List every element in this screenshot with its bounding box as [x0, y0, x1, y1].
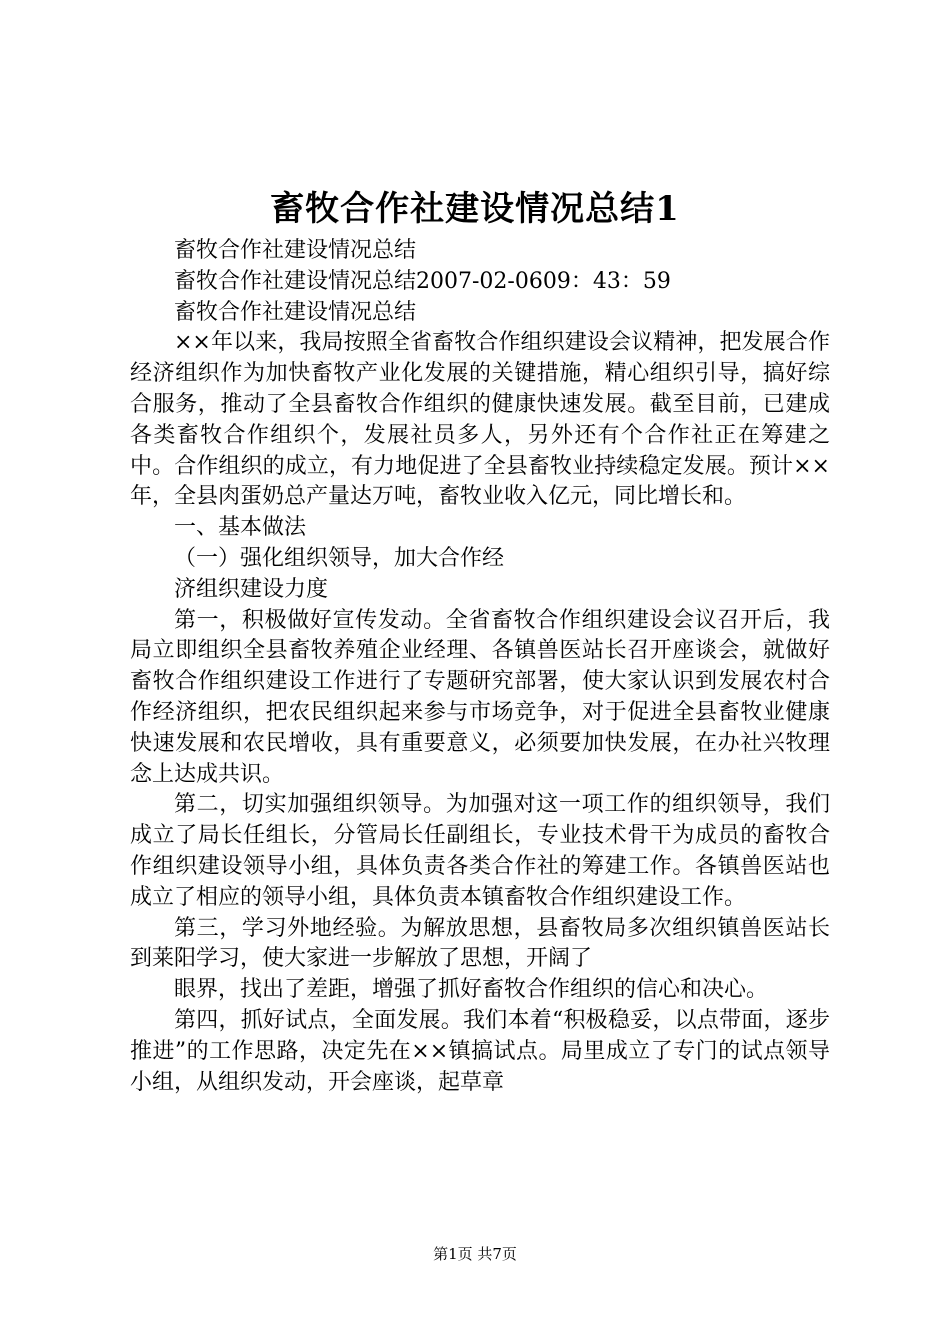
paragraph-first: 第一，积极做好宣传发动。全省畜牧合作组织建设会议召开后，我局立即组织全县畜牧养殖企业经理、各镇兽医站长召开座谈会，就做好畜牧合作组织建设工作进行了专题研究部署，使大家认识到发展农村合作经济组织，把农民组织起来参与市场竞争，对于促进全县畜牧业健康快速发展和农民增收，具有重要意义，必须要加快发展，在办社兴牧理念上达成共识。: [130, 607, 830, 787]
document-body: [130, 236, 830, 1098]
subsection-heading-1-cont: 济组织建设力度: [174, 576, 329, 602]
paragraph-third: 第三，学习外地经验。为解放思想，县畜牧局多次组织镇兽医站长到莱阳学习，使大家进一步解放了思想，开阔了: [130, 915, 830, 972]
document-title: 畜牧合作社建设情况总结1: [270, 189, 680, 229]
section-heading-basic-methods: 一、基本做法: [174, 515, 307, 541]
paragraph-intro: ××年以来，我局按照全省畜牧合作组织建设会议精神，把发展合作经济组织作为加快畜牧产业化发展的关键措施，精心组织引导，搞好综合服务，推动了全县畜牧合作组织的健康快速发展。截至目前，已建成各类畜牧合作组织个，发展社员多人，另外还有个合作社正在筹建之中。合作组织的成立，有力地促进了全县畜牧业持续稳定发展。预计××年，全县肉蛋奶总产量达万吨，畜牧业收入亿元，同比增长和。: [130, 330, 830, 510]
paragraph-subtitle: 畜牧合作社建设情况总结: [174, 238, 417, 263]
paragraph-third-cont: 眼界，找出了差距，增强了抓好畜牧合作组织的信心和决心。: [174, 977, 769, 1003]
paragraph-subtitle-date: 畜牧合作社建设情况总结2007-02-0609：43：59: [174, 268, 671, 294]
paragraph-fourth: 第四，抓好试点，全面发展。我们本着“积极稳妥，以点带面，逐步推进”的工作思路，决定先在××镇搞试点。局里成立了专门的试点领导小组，从组织发动，开会座谈，起草章: [130, 1007, 830, 1095]
subsection-heading-1: （一）强化组织领导，加大合作经: [174, 545, 505, 571]
paragraph-second: 第二，切实加强组织领导。为加强对这一项工作的组织领导，我们成立了局长任组长，分管局长任副组长，专业技术骨干为成员的畜牧合作组织建设领导小组，具体负责各类合作社的筹建工作。各镇兽医站也成立了相应的领导小组，具体负责本镇畜牧合作组织建设工作。: [130, 792, 830, 910]
page-footer: 第1页 共7页: [433, 1245, 517, 1263]
paragraph-subtitle-repeat: 畜牧合作社建设情况总结: [174, 299, 417, 325]
